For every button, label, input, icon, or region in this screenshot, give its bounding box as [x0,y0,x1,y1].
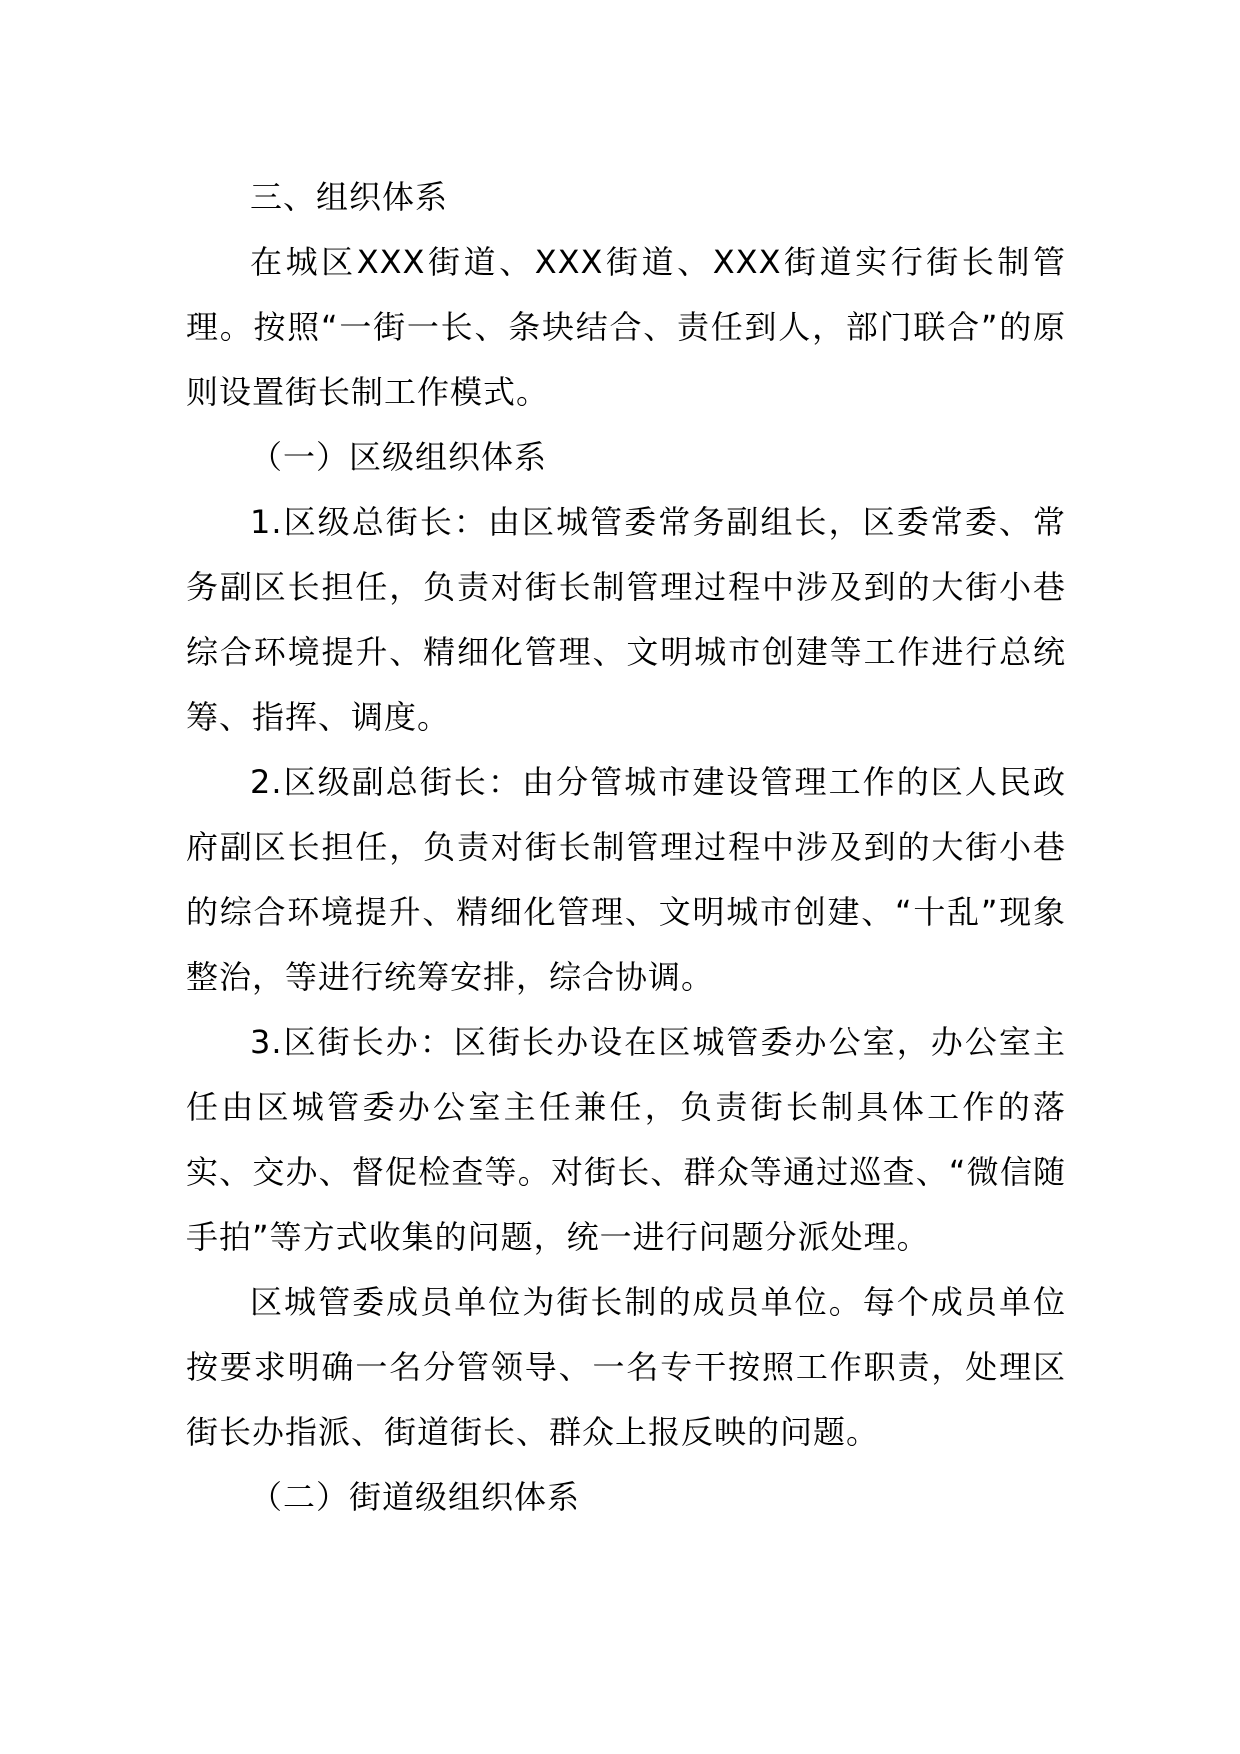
section-heading-organization-system: 三、组织体系 [250,178,449,216]
paragraph-member-units: 区城管委成员单位为街长制的成员单位。每个成员单位按要求明确一名分管领导、一名专干按照工作职责，处理区街长办指派、街道街长、群众上报反映的问题。 [186,1283,1066,1451]
paragraph-district-chief: 1.区级总街长：由区城管委常务副组长，区委常委、常务副区长担任，负责对街长制管理过程中涉及到的大街小巷综合环境提升、精细化管理、文明城市创建等工作进行总统筹、指挥、调度。 [186,503,1066,736]
subsection-heading-street-level: （二）街道级组织体系 [250,1478,581,1516]
document-body [186,165,1066,1530]
paragraph-district-office: 3.区街长办：区街长办设在区城管委办公室，办公室主任由区城管委办公室主任兼任，负责街长制具体工作的落实、交办、督促检查等。对街长、群众等通过巡查、“微信随手拍”等方式收集的问题，统一进行问题分派处理。 [186,1023,1066,1256]
subsection-heading-district-level: （一）区级组织体系 [250,438,548,476]
paragraph-implementation-scope: 在城区XXX街道、XXX街道、XXX街道实行街长制管理。按照“一街一长、条块结合、责任到人，部门联合”的原则设置街长制工作模式。 [186,243,1066,411]
paragraph-district-deputy-chief: 2.区级副总街长：由分管城市建设管理工作的区人民政府副区长担任，负责对街长制管理过程中涉及到的大街小巷的综合环境提升、精细化管理、文明城市创建、“十乱”现象整治，等进行统筹安排，综合协调。 [186,763,1066,996]
